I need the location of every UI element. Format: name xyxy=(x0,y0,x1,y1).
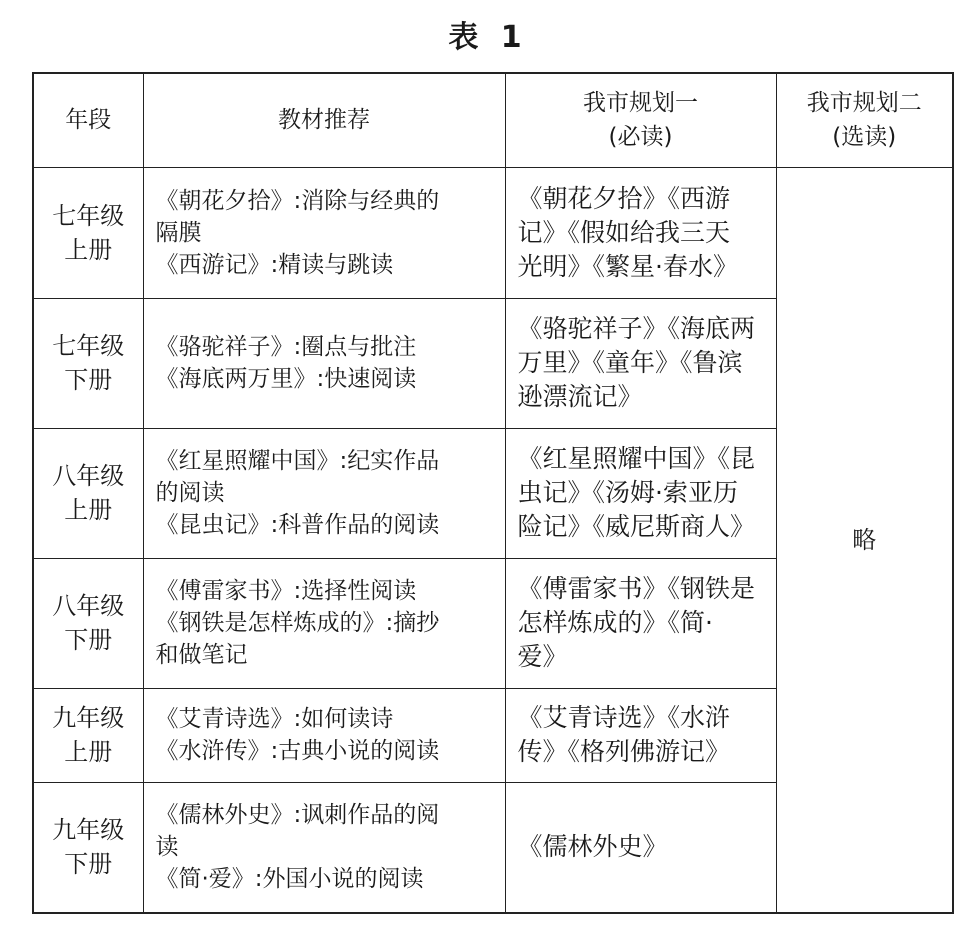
plan1-line: 险记》《威尼斯商人》 xyxy=(517,512,756,541)
plan1-cell xyxy=(505,167,776,298)
header-plan2-note: (选读) xyxy=(832,124,897,151)
grade-cell xyxy=(33,558,143,688)
plan1-line: 《儒林外史》 xyxy=(517,832,668,862)
grade-volume: 上册 xyxy=(64,738,113,766)
grade-cell xyxy=(33,782,143,913)
header-plan2 xyxy=(776,73,953,167)
grade-volume: 下册 xyxy=(64,850,113,879)
recommend-line: 和做笔记 xyxy=(155,642,248,668)
plan1-line: 《骆驼祥子》《海底两 xyxy=(517,314,756,343)
recommend-line: 《钢铁是怎样炼成的》:摘抄 xyxy=(155,610,440,636)
recommend-cell xyxy=(143,558,505,688)
grade-volume: 下册 xyxy=(64,366,113,394)
grade-volume: 下册 xyxy=(64,626,113,654)
grade-year: 九年级 xyxy=(52,816,125,845)
grade-cell xyxy=(33,167,143,298)
recommend-line: 隔膜 xyxy=(155,219,202,246)
plan1-cell xyxy=(505,782,776,913)
plan1-line: 传》《格列佛游记》 xyxy=(517,737,731,766)
plan1-line: 逊漂流记》 xyxy=(517,382,643,411)
recommend-line: 《红星照耀中国》:纪实作品 xyxy=(155,448,440,474)
plan1-line: 《朝花夕拾》《西游 xyxy=(517,183,731,213)
plan1-line: 记》《假如给我三天 xyxy=(517,217,731,247)
grade-cell xyxy=(33,428,143,558)
header-plan1-title: 我市规划一 xyxy=(583,90,698,117)
recommend-line: 《傅雷家书》:选择性阅读 xyxy=(155,578,417,604)
reading-plan-table xyxy=(32,72,954,914)
plan1-line: 《红星照耀中国》《昆 xyxy=(517,444,756,473)
header-grade: 年段 xyxy=(33,73,143,167)
recommend-cell xyxy=(143,688,505,782)
grade-year: 八年级 xyxy=(52,592,125,620)
header-plan2-title: 我市规划二 xyxy=(806,90,922,117)
table-caption: 表 1 xyxy=(448,20,528,55)
plan1-cell xyxy=(505,298,776,428)
recommend-line: 的阅读 xyxy=(155,480,225,506)
recommend-line: 《简·爱》:外国小说的阅读 xyxy=(155,866,424,893)
recommend-line: 《骆驼祥子》:圈点与批注 xyxy=(155,334,417,360)
plan2-cell: 略 xyxy=(776,167,953,913)
header-row xyxy=(33,73,953,167)
recommend-line: 《艾青诗选》:如何读诗 xyxy=(155,706,394,732)
grade-year: 八年级 xyxy=(52,462,125,490)
recommend-cell xyxy=(143,782,505,913)
grade-cell xyxy=(33,688,143,782)
plan1-line: 怎样炼成的》《简· xyxy=(517,608,713,637)
header-recommend: 教材推荐 xyxy=(143,73,505,167)
plan1-cell xyxy=(505,558,776,688)
grade-volume: 上册 xyxy=(64,496,113,524)
grade-year: 七年级 xyxy=(52,201,125,230)
recommend-line: 《朝花夕拾》:消除与经典的 xyxy=(155,187,440,214)
table-row xyxy=(33,167,953,298)
grade-volume: 上册 xyxy=(64,235,113,264)
recommend-line: 读 xyxy=(155,834,179,861)
plan1-line: 光明》《繁星·春水》 xyxy=(517,251,738,281)
grade-year: 九年级 xyxy=(52,704,125,732)
grade-cell xyxy=(33,298,143,428)
recommend-cell xyxy=(143,167,505,298)
recommend-line: 《海底两万里》:快速阅读 xyxy=(155,366,417,392)
header-plan1-note: (必读) xyxy=(608,124,673,151)
plan1-line: 爱》 xyxy=(517,642,568,671)
grade-year: 七年级 xyxy=(52,332,125,360)
recommend-cell xyxy=(143,298,505,428)
plan1-line: 万里》《童年》《鲁滨 xyxy=(517,348,743,377)
recommend-line: 《儒林外史》:讽刺作品的阅 xyxy=(155,802,440,829)
plan1-cell xyxy=(505,428,776,558)
plan1-line: 《傅雷家书》《钢铁是 xyxy=(517,574,756,603)
plan1-cell xyxy=(505,688,776,782)
recommend-line: 《水浒传》:古典小说的阅读 xyxy=(155,738,440,764)
plan1-line: 《艾青诗选》《水浒 xyxy=(517,703,731,732)
recommend-cell xyxy=(143,428,505,558)
plan1-line: 虫记》《汤姆·索亚历 xyxy=(517,478,738,507)
recommend-line: 《昆虫记》:科普作品的阅读 xyxy=(155,512,440,538)
recommend-line: 《西游记》:精读与跳读 xyxy=(155,251,394,278)
header-plan1 xyxy=(505,73,776,167)
